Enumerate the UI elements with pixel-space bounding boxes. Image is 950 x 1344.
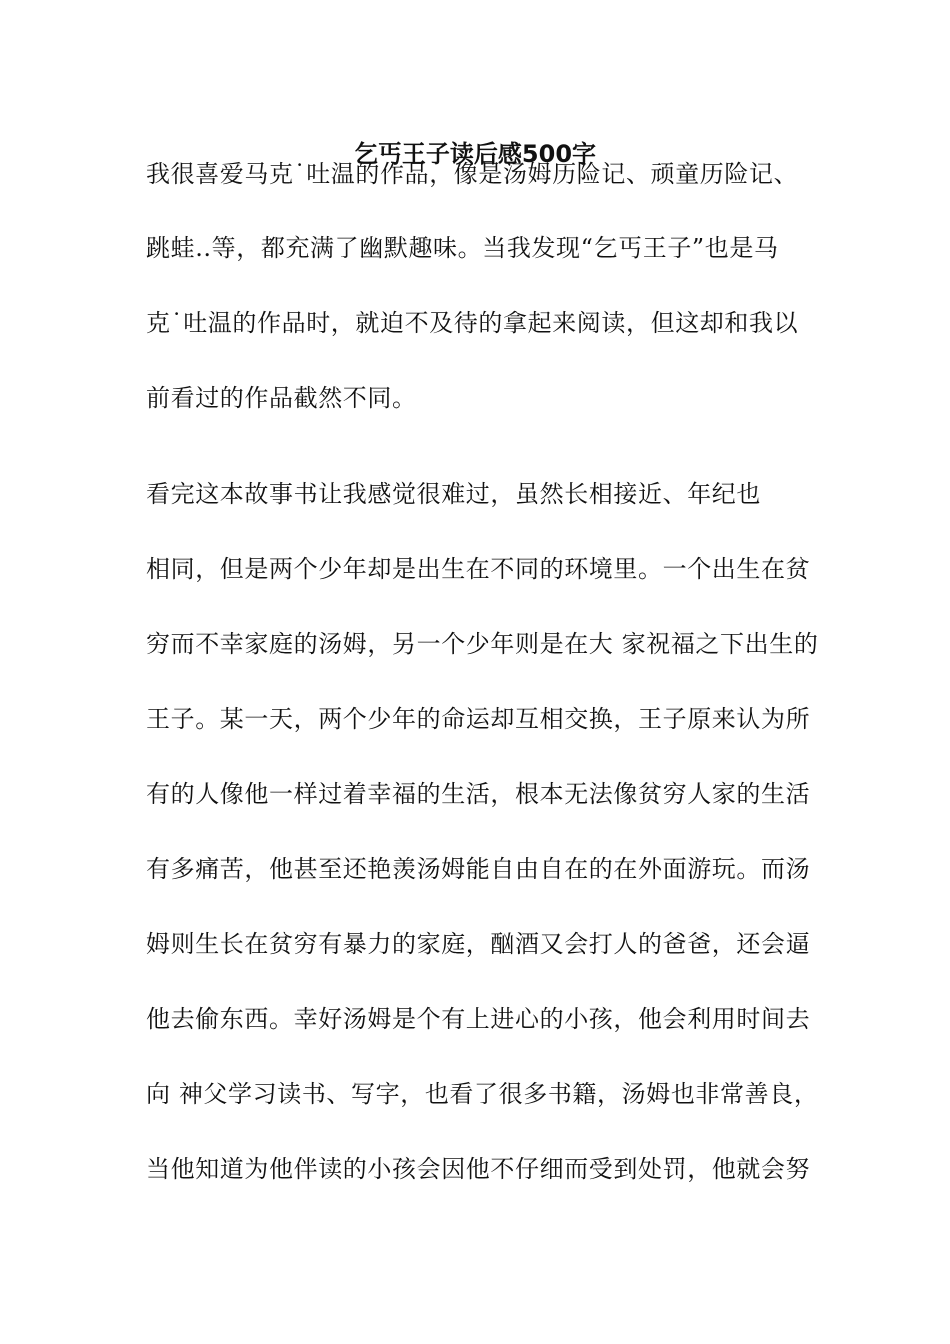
body-line: 向 神父学习读书、写字，也看了很多书籍，汤姆也非常善良， bbox=[146, 1080, 819, 1108]
body-line: 相同，但是两个少年却是出生在不同的环境里。一个出生在贫 bbox=[146, 555, 811, 583]
body-line: 穷而不幸家庭的汤姆，另一个少年则是在大 家祝福之下出生的 bbox=[146, 630, 819, 658]
body-line: 姆则生长在贫穷有暴力的家庭，酗酒又会打人的爸爸，还会逼 bbox=[146, 930, 811, 958]
body-line: 前看过的作品截然不同。 bbox=[146, 384, 417, 412]
document-title: 乞丐王子读后感500字 bbox=[353, 140, 597, 168]
body-line: 看完这本故事书让我感觉很难过，虽然长相接近、年纪也 bbox=[146, 480, 761, 508]
body-line: 有多痛苦，他甚至还艳羡汤姆能自由自在的在外面游玩。而汤 bbox=[146, 855, 811, 883]
body-line: 我很喜爱马克˙吐温的作品，像是汤姆历险记、顽童历险记、 bbox=[146, 160, 799, 188]
body-line: 当他知道为他伴读的小孩会因他不仔细而受到处罚，他就会努 bbox=[146, 1155, 811, 1183]
body-line: 他去偷东西。幸好汤姆是个有上进心的小孩，他会利用时间去 bbox=[146, 1005, 811, 1033]
body-line: 有的人像他一样过着幸福的生活，根本无法像贫穷人家的生活 bbox=[146, 780, 811, 808]
body-line: 王子。某一天，两个少年的命运却互相交换，王子原来认为所 bbox=[146, 705, 811, 733]
body-line: 克˙吐温的作品时，就迫不及待的拿起来阅读，但这却和我以 bbox=[146, 309, 799, 337]
body-line: 跳蛙..等，都充满了幽默趣味。当我发现“乞丐王子”也是马 bbox=[146, 234, 779, 262]
